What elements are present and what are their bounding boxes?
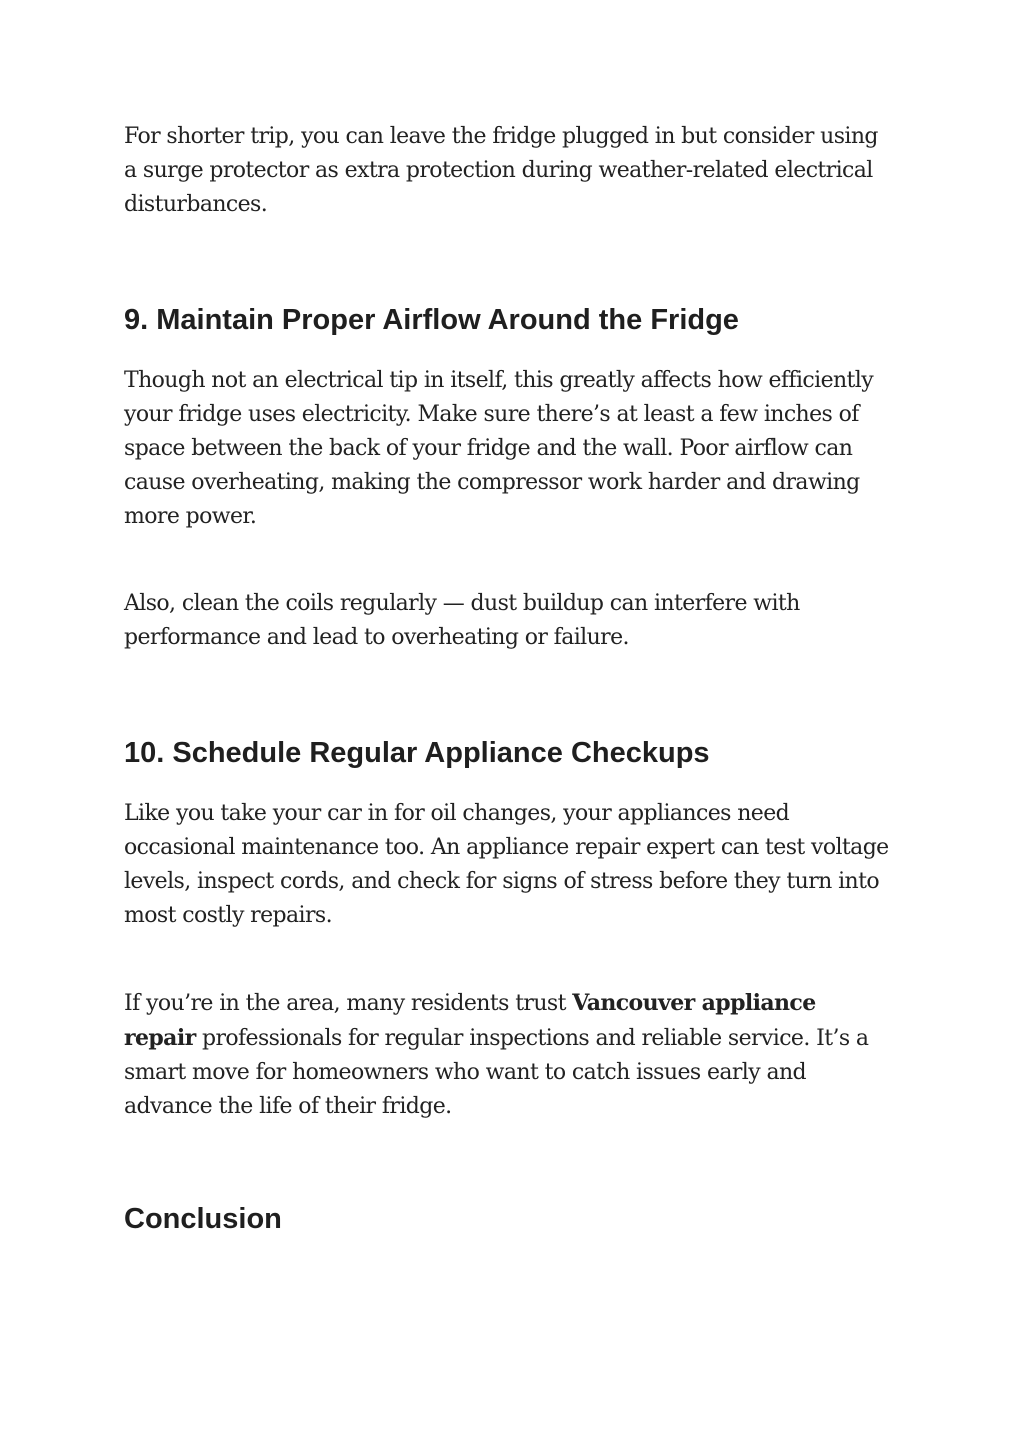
paragraph-vancouver-repair	[124, 986, 894, 1124]
paragraph-checkups: Like you take your car in for oil changes, your appliances need occasional maintenance too. An appliance repair expert can test voltage levels, inspect cords, and check for signs of stress before they turn into most costly repairs.	[124, 801, 889, 928]
paragraph-text-end: professionals for regular inspections and reliable service. It’s a smart move for homeowners who want to catch issues early and advance the life of their fridge.	[124, 1026, 869, 1119]
paragraph-airflow: Though not an electrical tip in itself, this greatly affects how efficiently your fridge uses electricity. Make sure there’s at least a few inches of space between the back of your fridge and the wall. Poor airflow can cause overheating, making the compressor work harder and drawing more power.	[124, 368, 874, 529]
paragraph-text-start: If you’re in the area, many residents trust	[124, 991, 573, 1016]
heading-maintain-airflow: 9. Maintain Proper Airflow Around the Fridge	[124, 304, 739, 336]
paragraph-surge-protector: For shorter trip, you can leave the fridge plugged in but consider using a surge protector as extra protection during weather-related electrical disturbances.	[124, 124, 878, 217]
vancouver-appliance-repair-emphasis: Vancouver appliance repair	[124, 990, 816, 1051]
paragraph-clean-coils: Also, clean the coils regularly — dust buildup can interfere with performance and lead to overheating or failure.	[124, 591, 800, 650]
heading-conclusion: Conclusion	[124, 1203, 282, 1235]
heading-schedule-checkups: 10. Schedule Regular Appliance Checkups	[124, 737, 710, 769]
